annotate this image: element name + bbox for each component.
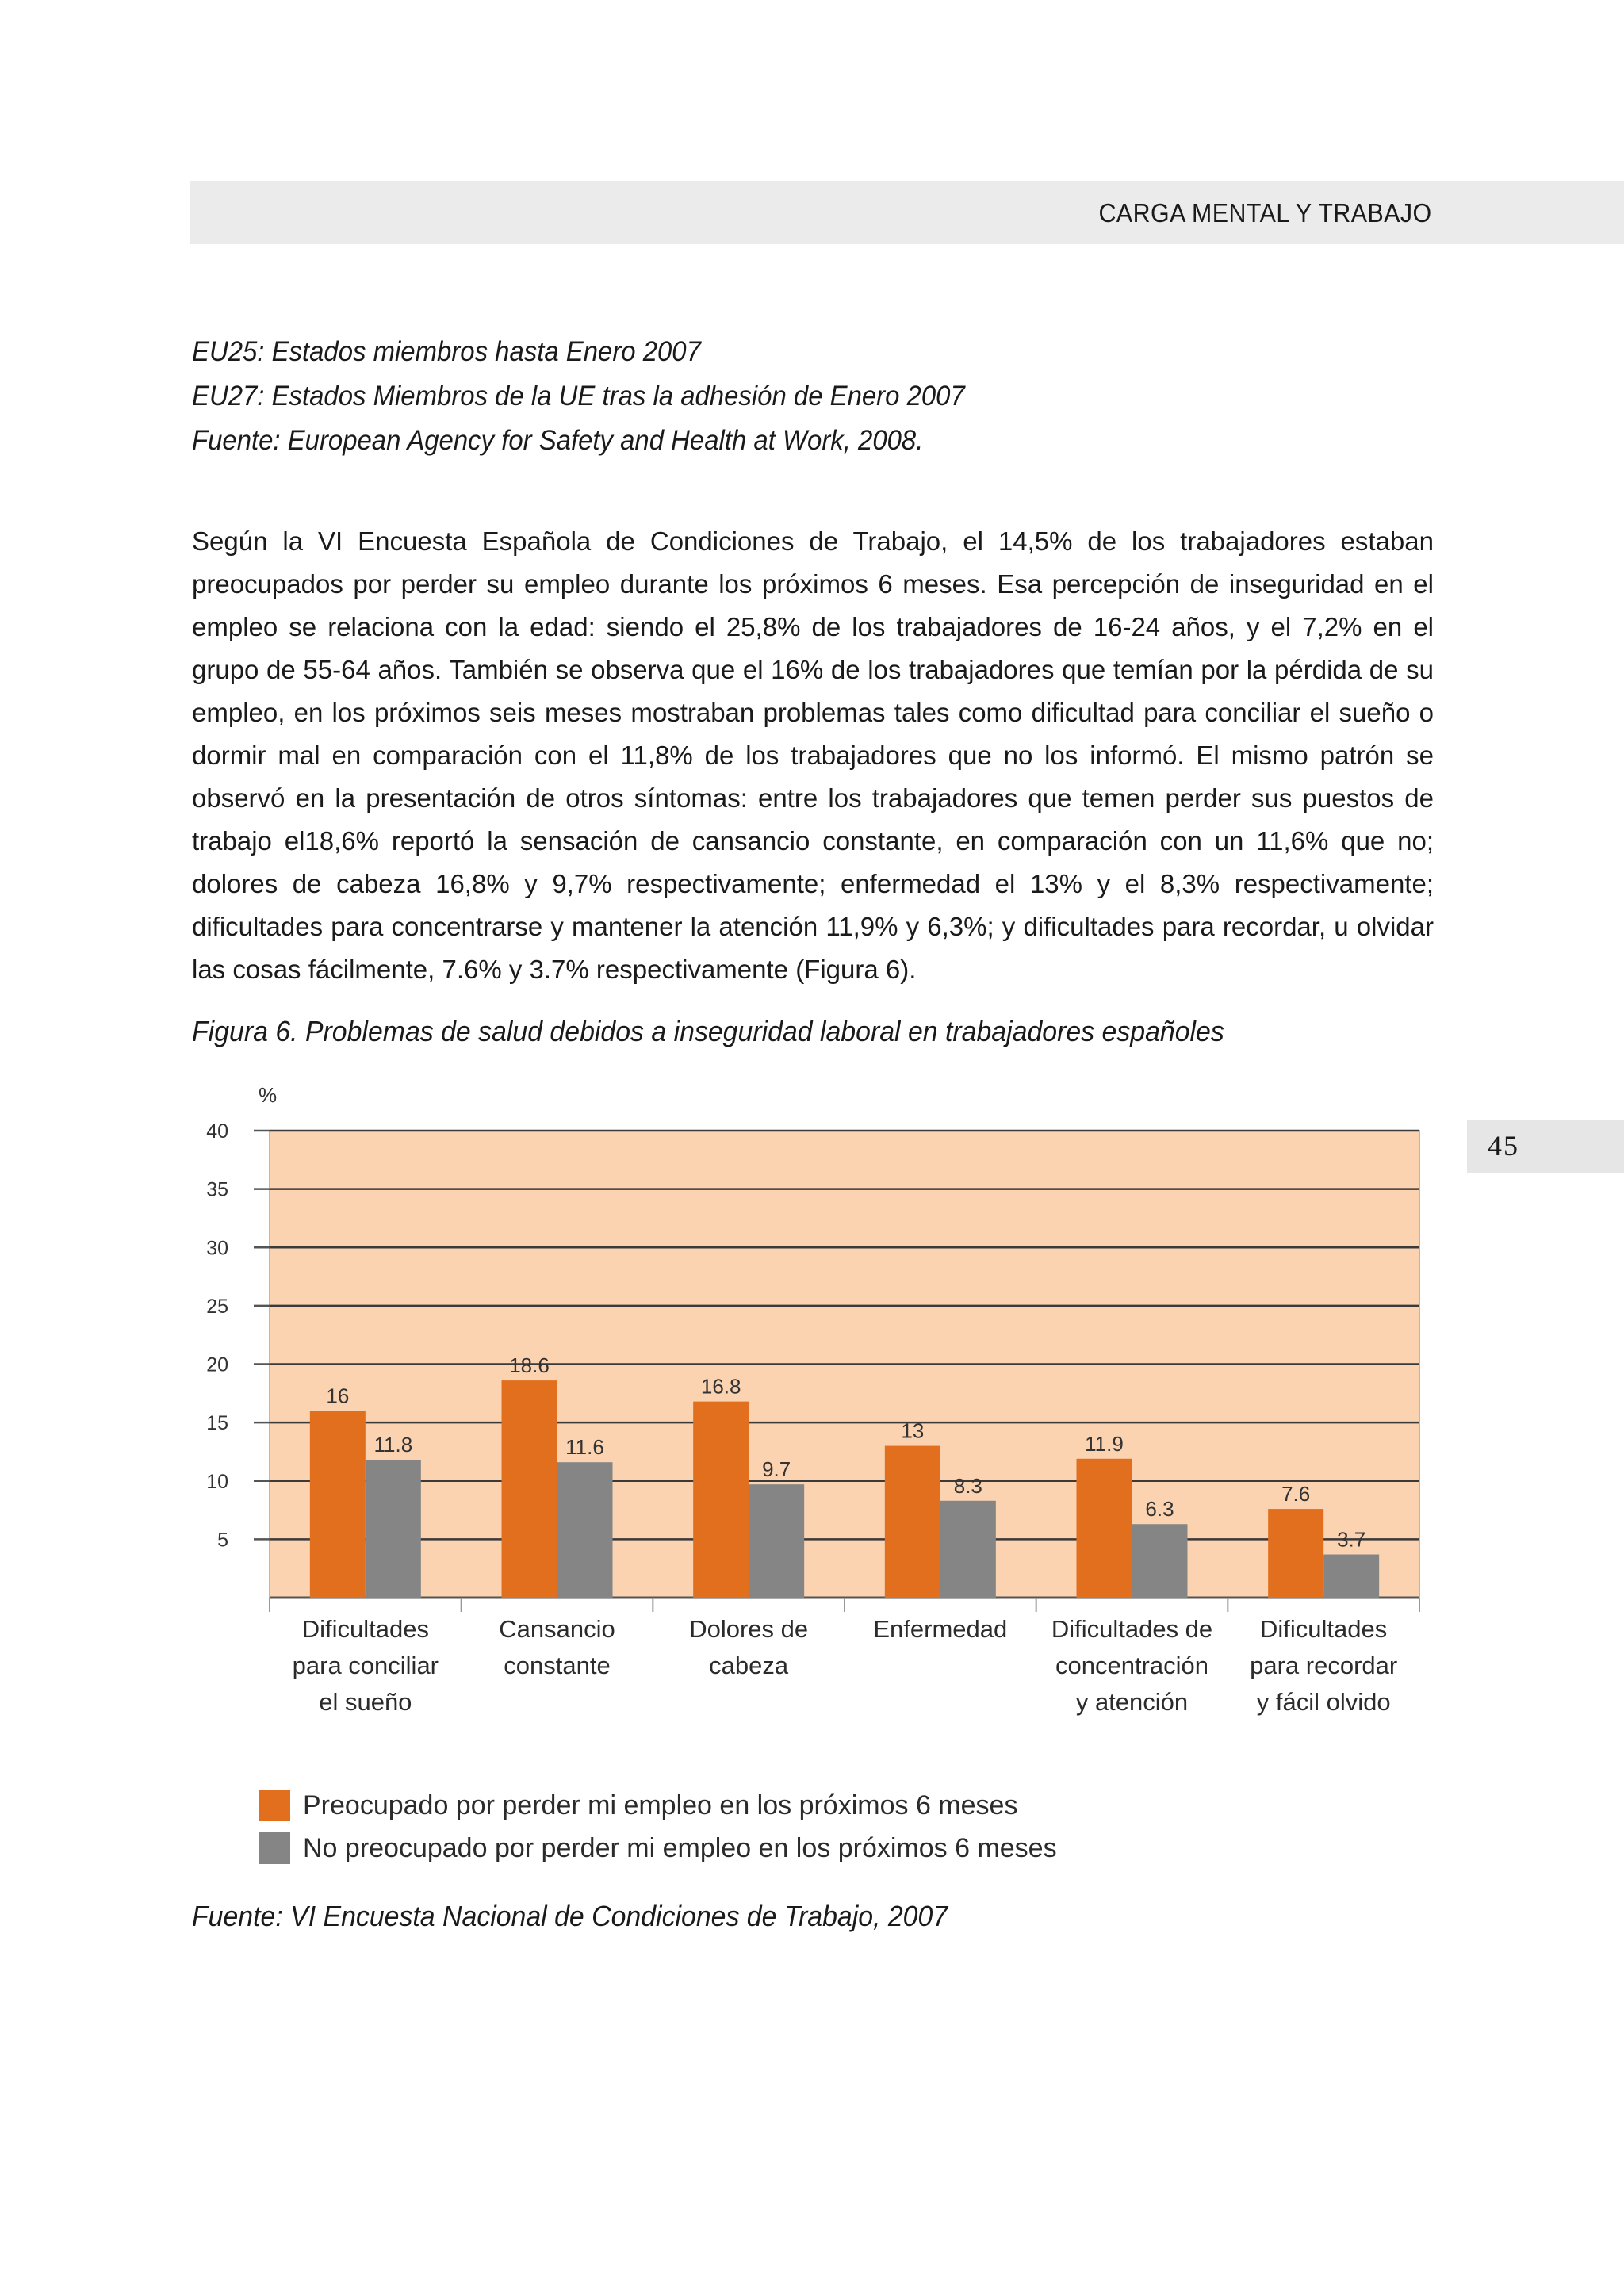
- bar-value-label: 18.6: [509, 1353, 550, 1378]
- x-category-label: cabeza: [709, 1652, 789, 1679]
- bar-value-label: 11.8: [373, 1433, 413, 1457]
- table-notes: [192, 330, 1429, 463]
- bar: [749, 1484, 804, 1598]
- bar: [502, 1380, 557, 1598]
- legend-swatch-worried: [259, 1790, 290, 1821]
- legend-label-worried: Preocupado por perder mi empleo en los próximos 6 meses: [303, 1790, 1018, 1820]
- bar: [310, 1411, 366, 1598]
- bar-value-label: 3.7: [1337, 1527, 1366, 1552]
- legend-item-not-worried: [259, 1827, 1057, 1870]
- note-eu27: EU27: Estados Miembros de la UE tras la adhesión de Enero 2007: [192, 381, 965, 412]
- y-tick-label: 30: [206, 1237, 228, 1260]
- y-tick-label: 10: [206, 1470, 228, 1493]
- note-eu25: EU25: Estados miembros hasta Enero 2007: [192, 336, 701, 367]
- bar-value-label: 9.7: [762, 1457, 791, 1482]
- x-category-label: y fácil olvido: [1256, 1688, 1391, 1716]
- bar-value-label: 7.6: [1281, 1482, 1311, 1506]
- x-category-label: Dificultades: [1260, 1615, 1388, 1643]
- bar: [366, 1460, 421, 1598]
- figure-caption: Figura 6. Problemas de salud debidos a inseguridad laboral en trabajadores españoles: [192, 1015, 1224, 1047]
- x-category-label: concentración: [1055, 1652, 1209, 1679]
- bar: [940, 1501, 996, 1598]
- y-tick-label: 40: [206, 1120, 228, 1143]
- y-axis-unit-label: %: [259, 1083, 278, 1107]
- legend-swatch-not-worried: [259, 1832, 290, 1864]
- bar-value-label: 16.8: [700, 1374, 741, 1399]
- body-paragraph: Según la VI Encuesta Española de Condiciones de Trabajo, el 14,5% de los trabajadores estaban preocupados por perder su empleo durante los próximos 6 meses. Esa percepción de inseguridad en el empleo se relaciona con la edad: siendo el 25,8% de los trabajadores de 16-24 años, y el 7,2% en el grupo de 55-64 años. También se observa que el 16% de los trabajadores que temían por la pérdida de su empleo, en los próximos seis meses mostraban problemas tales como dificultad para conciliar el sueño o dormir mal en comparación con el 11,8% de los trabajadores que no los informó. El mismo patrón se observó en la presentación de otros síntomas: entre los trabajadores que temen perder sus puestos de trabajo el18,6% reportó la sensación de cansancio constante, en comparación con un 11,6% que no; dolores de cabeza 16,8% y 9,7% respectivamente; enfermedad el 13% y el 8,3% respectivamente; dificultades para concentrarse y mantener la atención 11,9% y 6,3%; y dificultades para recordar, u olvidar las cosas fácilmente, 7.6% y 3.7% respectivamente (Figura 6).: [192, 526, 1434, 984]
- y-tick-label: 15: [206, 1412, 228, 1435]
- page-number-tab: [1467, 1120, 1624, 1173]
- legend-item-worried: [259, 1784, 1057, 1827]
- x-category-label: y atención: [1075, 1688, 1189, 1716]
- x-category-label: Cansancio: [499, 1615, 615, 1643]
- x-category-label: para conciliar: [292, 1652, 439, 1679]
- bar-chart: [182, 1078, 1451, 1728]
- y-tick-label: 25: [206, 1295, 228, 1318]
- note-source: Fuente: European Agency for Safety and Health at Work, 2008.: [192, 425, 924, 456]
- x-category-label: Enfermedad: [873, 1615, 1008, 1643]
- bar: [557, 1462, 613, 1598]
- running-header-title: CARGA MENTAL Y TRABAJO: [1098, 198, 1432, 228]
- bar: [1132, 1524, 1188, 1598]
- bar-value-label: 11.9: [1085, 1431, 1124, 1456]
- bar: [1268, 1509, 1323, 1598]
- running-header: [190, 181, 1624, 244]
- bar: [1077, 1459, 1132, 1598]
- chart-legend: [259, 1784, 1057, 1870]
- bar: [885, 1446, 940, 1598]
- bar-value-label: 8.3: [953, 1473, 982, 1498]
- bar: [1323, 1555, 1379, 1598]
- x-category-label: para recordar: [1250, 1652, 1398, 1679]
- x-category-label: Dificultades: [301, 1615, 429, 1643]
- bar-value-label: 16: [326, 1384, 350, 1408]
- bar: [693, 1402, 749, 1598]
- y-tick-label: 5: [217, 1529, 228, 1552]
- bar-value-label: 11.6: [565, 1435, 604, 1460]
- x-category-label: el sueño: [319, 1688, 412, 1716]
- bar-value-label: 6.3: [1145, 1497, 1174, 1522]
- y-tick-label: 20: [206, 1353, 228, 1376]
- figure-source: Fuente: VI Encuesta Nacional de Condiciones de Trabajo, 2007: [192, 1900, 948, 1932]
- bar-value-label: 13: [901, 1418, 925, 1443]
- x-category-label: constante: [504, 1652, 611, 1679]
- x-category-label: Dificultades de: [1051, 1615, 1213, 1643]
- legend-label-not-worried: No preocupado por perder mi empleo en los próximos 6 meses: [303, 1832, 1057, 1863]
- page-number: 45: [1488, 1130, 1519, 1162]
- y-tick-label: 35: [206, 1178, 228, 1201]
- x-category-label: Dolores de: [689, 1615, 809, 1643]
